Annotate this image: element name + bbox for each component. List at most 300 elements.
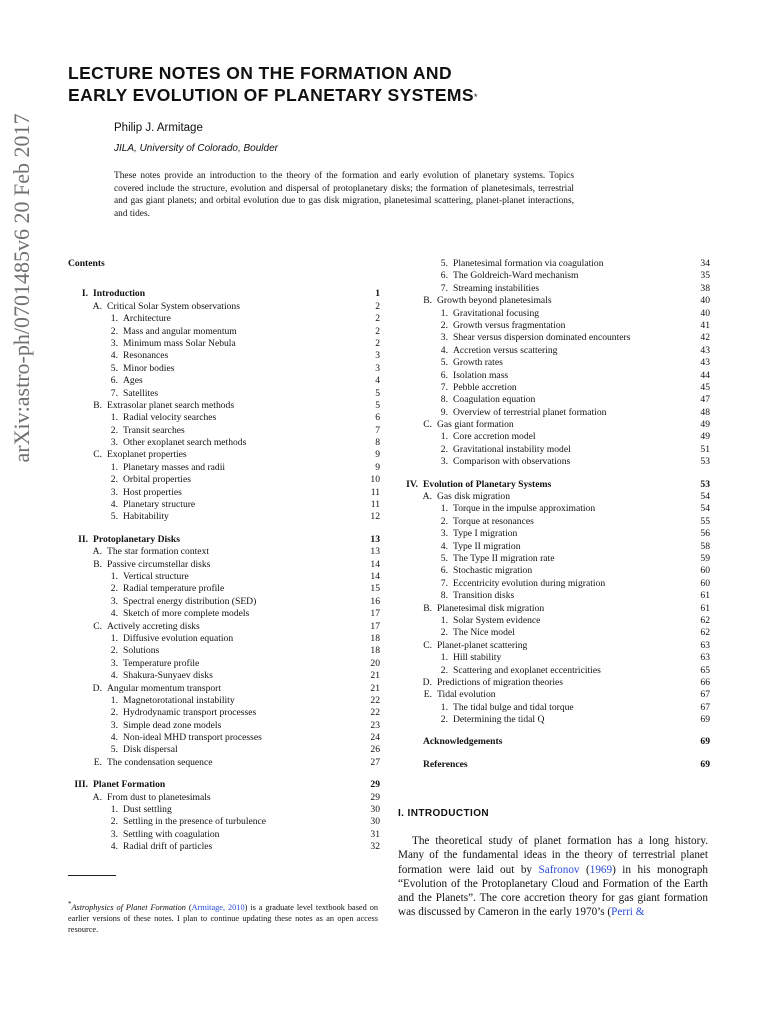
toc-right-column	[398, 258, 710, 771]
toc-entry-number: 6.	[110, 375, 118, 387]
toc-entry[interactable]	[398, 283, 710, 295]
toc-entry-label: Growth versus fragmentation	[453, 319, 566, 331]
toc-entry-label: Habitability	[123, 511, 169, 523]
toc-entry-page: 13	[370, 533, 380, 545]
toc-entry-page: 16	[370, 595, 380, 607]
toc-entry[interactable]	[68, 487, 380, 499]
toc-entry-title	[398, 759, 692, 771]
toc-entry-page: 44	[700, 369, 710, 381]
toc-entry-page: 60	[700, 565, 710, 577]
toc-entry-page: 17	[370, 620, 380, 632]
toc-entry-number: 8.	[440, 394, 448, 406]
toc-entry[interactable]	[68, 425, 380, 437]
toc-entry-title	[68, 400, 362, 412]
toc-entry[interactable]	[68, 499, 380, 511]
toc-entry-page: 10	[370, 474, 380, 486]
toc-entry-label: Angular momentum transport	[107, 682, 222, 694]
toc-entry-title	[398, 320, 692, 332]
toc-entry-title	[398, 640, 692, 652]
toc-entry-number: 5.	[440, 357, 448, 369]
toc-entry[interactable]	[68, 326, 380, 338]
toc-entry-label: Protoplanetary Disks	[93, 533, 180, 545]
toc-entry-title	[398, 565, 692, 577]
toc-entry-page: 54	[700, 491, 710, 503]
toc-entry[interactable]	[398, 553, 710, 565]
toc-entry-title	[68, 559, 362, 571]
toc-entry[interactable]	[68, 449, 380, 461]
toc-entry-title	[398, 553, 692, 565]
toc-entry[interactable]	[398, 370, 710, 382]
toc-entry-title	[398, 627, 692, 639]
abstract: These notes provide an introduction to the theory of the formation and early evolution of planetary systems. Topics covered include the structure, evolution and dispersal of protoplanetary disks; the formation of planetesimals, terrestrial and gas giant planets; and orbital evolution due to gas disk migration, planetesimal scattering, planet-planet interactions, and tides.	[114, 171, 574, 219]
toc-entry[interactable]	[68, 388, 380, 400]
toc-entry-label: Radial temperature profile	[123, 583, 225, 595]
toc-entry-title	[398, 419, 692, 431]
toc-entry-label: Hill stability	[453, 652, 502, 664]
toc-entry[interactable]	[68, 350, 380, 362]
toc-entry[interactable]	[68, 695, 380, 707]
toc-entry[interactable]	[398, 615, 710, 627]
toc-entry-title	[68, 792, 362, 804]
toc-entry[interactable]	[398, 394, 710, 406]
toc-entry-number: 2.	[440, 443, 448, 455]
toc-entry-page: 48	[700, 406, 710, 418]
toc-entry-label: Determining the tidal Q	[453, 714, 545, 726]
toc-entry-label: Hydrodynamic transport processes	[123, 707, 257, 719]
toc-entry-label: Disk dispersal	[123, 744, 178, 756]
toc-entry[interactable]	[68, 670, 380, 682]
toc-entry-number: 7.	[440, 577, 448, 589]
toc-entry[interactable]	[398, 503, 710, 515]
toc-entry[interactable]	[68, 658, 380, 670]
toc-entry-label: The tidal bulge and tidal torque	[453, 701, 574, 713]
toc-entry-label: Overview of terrestrial planet formation	[453, 406, 607, 418]
toc-entry[interactable]	[398, 689, 710, 701]
toc-entry-label: The condensation sequence	[107, 756, 213, 768]
toc-entry-title	[398, 528, 692, 540]
toc-entry-page: 34	[700, 258, 710, 269]
toc-entry-page: 9	[375, 449, 380, 461]
toc-entry-title	[398, 456, 692, 468]
toc-entry-title	[68, 534, 362, 546]
toc-entry-label: Isolation mass	[453, 369, 509, 381]
toc-entry-title	[398, 491, 692, 503]
toc-entry[interactable]	[398, 541, 710, 553]
toc-entry-number: IV.	[406, 478, 418, 490]
toc-entry-number: 4.	[110, 499, 118, 511]
toc-entry[interactable]	[68, 841, 380, 853]
toc-entry[interactable]	[398, 516, 710, 528]
toc-entry-title	[398, 394, 692, 406]
toc-entry-page: 26	[370, 744, 380, 756]
toc-entry-title	[398, 689, 692, 701]
toc-entry-page: 40	[700, 295, 710, 307]
toc-entry-label: Spectral energy distribution (SED)	[123, 595, 257, 607]
toc-entry-label: Tidal evolution	[437, 689, 496, 701]
toc-entry-title	[68, 499, 362, 511]
toc-entry[interactable]	[68, 375, 380, 387]
toc-entry-page: 7	[375, 424, 380, 436]
toc-entry-title	[68, 288, 362, 300]
footnote	[68, 899, 378, 935]
toc-entry-title	[68, 511, 362, 523]
toc-entry-label: Temperature profile	[123, 657, 200, 669]
toc-entry[interactable]	[398, 736, 710, 748]
toc-entry-title	[398, 652, 692, 664]
toc-entry-page: 35	[700, 270, 710, 282]
toc-entry[interactable]	[398, 759, 710, 771]
toc-entry-page: 43	[700, 357, 710, 369]
toc-entry[interactable]	[68, 363, 380, 375]
toc-entry-page: 15	[370, 583, 380, 595]
toc-entry-number: B.	[423, 295, 432, 307]
toc-entry-page: 20	[370, 657, 380, 669]
toc-entry-label: Gravitational focusing	[453, 307, 540, 319]
toc-entry-number: 7.	[440, 381, 448, 393]
toc-entry[interactable]	[68, 534, 380, 546]
toc-entry[interactable]	[68, 301, 380, 313]
toc-entry-page: 56	[700, 528, 710, 540]
toc-entry-title	[68, 670, 362, 682]
toc-entry[interactable]	[68, 288, 380, 300]
toc-spacer	[68, 524, 380, 534]
toc-entry-label: Solar System evidence	[453, 614, 541, 626]
toc-entry-page: 6	[375, 412, 380, 424]
toc-entry[interactable]	[68, 583, 380, 595]
toc-entry-number: 3.	[440, 456, 448, 468]
toc-entry-label: Introduction	[93, 288, 146, 300]
toc-entry[interactable]	[398, 431, 710, 443]
toc-entry-number: 1.	[440, 431, 448, 443]
toc-entry-page: 62	[700, 614, 710, 626]
toc-entry[interactable]	[68, 462, 380, 474]
toc-entry[interactable]	[398, 295, 710, 307]
toc-entry[interactable]	[68, 816, 380, 828]
toc-entry-label: Solutions	[123, 645, 160, 657]
toc-entry[interactable]	[398, 258, 710, 270]
toc-entry-number: 1.	[440, 701, 448, 713]
toc-entry[interactable]	[398, 491, 710, 503]
toc-entry-label: Planetesimal disk migration	[437, 602, 545, 614]
toc-entry-label: Settling in the presence of turbulence	[123, 816, 267, 828]
toc-entry-number: D.	[422, 676, 432, 688]
toc-entry-label: Other exoplanet search methods	[123, 437, 247, 449]
toc-entry-number: 2.	[110, 474, 118, 486]
toc-entry-number: 8.	[440, 590, 448, 602]
toc-entry[interactable]	[398, 479, 710, 491]
toc-entry-page: 40	[700, 307, 710, 319]
toc-entry[interactable]	[68, 779, 380, 791]
toc-entry-number: 7.	[440, 282, 448, 294]
toc-entry-title	[68, 301, 362, 313]
toc-entry-page: 22	[370, 707, 380, 719]
toc-entry-page: 51	[700, 443, 710, 455]
toc-entry-page: 67	[700, 701, 710, 713]
toc-entry-number: 2.	[440, 319, 448, 331]
toc-entry-number: 3.	[110, 337, 118, 349]
toc-entry-label: Gas giant formation	[437, 419, 514, 431]
toc-entry-page: 47	[700, 394, 710, 406]
toc-entry-page: 18	[370, 632, 380, 644]
toc-entry-number: 5.	[440, 552, 448, 564]
toc-entry-page: 21	[370, 682, 380, 694]
toc-entry[interactable]	[398, 345, 710, 357]
toc-entry[interactable]	[68, 546, 380, 558]
toc-entry-title	[68, 732, 362, 744]
footnote-book-title: Astrophysics of Planet Formation	[71, 902, 186, 912]
toc-entry[interactable]	[398, 444, 710, 456]
toc-left-entries	[68, 288, 380, 853]
toc-entry-title	[398, 382, 692, 394]
toc-entry-title	[68, 449, 362, 461]
toc-entry-number: 1.	[440, 503, 448, 515]
toc-entry-page: 4	[375, 375, 380, 387]
toc-entry-title	[398, 283, 692, 295]
toc-entry-page: 8	[375, 437, 380, 449]
toc-entry-label: Gas disk migration	[437, 491, 511, 503]
toc-entry-label: Satellites	[123, 387, 159, 399]
toc-entry-label: Critical Solar System observations	[107, 300, 240, 312]
toc-entry[interactable]	[398, 456, 710, 468]
toc-entry-label: Non-ideal MHD transport processes	[123, 732, 262, 744]
toc-right-entries	[398, 258, 710, 771]
toc-entry[interactable]	[68, 400, 380, 412]
toc-entry-title	[68, 326, 362, 338]
toc-entry-page: 2	[375, 313, 380, 325]
toc-entry-page: 22	[370, 694, 380, 706]
toc-entry-label: Radial velocity searches	[123, 412, 217, 424]
toc-entry-number: 3.	[110, 719, 118, 731]
toc-entry-page: 21	[370, 670, 380, 682]
footnote-citation-link[interactable]: Armitage, 2010	[191, 902, 245, 912]
toc-entry[interactable]	[68, 732, 380, 744]
toc-entry-number: 3.	[440, 332, 448, 344]
toc-entry[interactable]	[398, 665, 710, 677]
toc-entry[interactable]	[68, 596, 380, 608]
toc-entry[interactable]	[398, 332, 710, 344]
toc-entry-label: Actively accreting disks	[107, 620, 200, 632]
toc-entry-label: Predictions of migration theories	[437, 676, 564, 688]
toc-entry-number: 6.	[440, 369, 448, 381]
toc-entry[interactable]	[398, 590, 710, 602]
toc-entry[interactable]	[68, 313, 380, 325]
toc-entry-label: From dust to planetesimals	[107, 791, 211, 803]
toc-entry-label: Resonances	[123, 350, 169, 362]
toc-entry-title	[398, 615, 692, 627]
toc-entry-title	[68, 462, 362, 474]
toc-entry-number: E.	[423, 689, 432, 701]
toc-entry[interactable]	[68, 683, 380, 695]
introduction-paragraph	[398, 834, 708, 920]
toc-spacer	[398, 726, 710, 736]
toc-entry-number: 4.	[110, 608, 118, 620]
toc-entry-title	[398, 479, 692, 491]
toc-entry-page: 69	[700, 758, 710, 770]
toc-entry[interactable]	[68, 829, 380, 841]
citation-link-safronov[interactable]: Safronov	[538, 863, 580, 876]
toc-entry-label: Sketch of more complete models	[123, 608, 250, 620]
toc-entry-number: 3.	[110, 595, 118, 607]
toc-entry-title	[398, 665, 692, 677]
toc-entry-title	[398, 677, 692, 689]
toc-entry[interactable]	[68, 511, 380, 523]
toc-entry-page: 69	[700, 736, 710, 748]
toc-entry-number: 1.	[110, 461, 118, 473]
toc-entry[interactable]	[398, 652, 710, 664]
toc-entry[interactable]	[398, 578, 710, 590]
toc-entry-page: 65	[700, 664, 710, 676]
toc-entry-page: 61	[700, 590, 710, 602]
toc-entry-title	[68, 829, 362, 841]
toc-entry-title	[68, 437, 362, 449]
toc-entry-number: D.	[92, 682, 102, 694]
toc-entry-number: 1.	[110, 313, 118, 325]
toc-entry-number: 2.	[110, 645, 118, 657]
author-name: Philip J. Armitage	[114, 122, 203, 134]
toc-entry-page: 62	[700, 627, 710, 639]
toc-entry-number: 3.	[110, 657, 118, 669]
footnote-mark: *	[68, 901, 72, 908]
toc-entry-page: 1	[375, 288, 380, 300]
toc-entry[interactable]	[68, 804, 380, 816]
toc-entry-title	[68, 571, 362, 583]
toc-entry[interactable]	[68, 608, 380, 620]
toc-entry-page: 23	[370, 719, 380, 731]
toc-entry-page: 27	[370, 756, 380, 768]
toc-entry-label: Planetary masses and radii	[123, 461, 226, 473]
toc-entry-number: 4.	[440, 540, 448, 552]
toc-entry[interactable]	[398, 320, 710, 332]
toc-entry-page: 38	[700, 282, 710, 294]
toc-entry[interactable]	[398, 627, 710, 639]
toc-entry-page: 11	[370, 499, 380, 511]
toc-entry-number: 3.	[440, 528, 448, 540]
toc-entry-title	[398, 270, 692, 282]
toc-entry-number: 9.	[440, 406, 448, 418]
toc-entry-title	[398, 516, 692, 528]
toc-entry[interactable]	[398, 677, 710, 689]
section-heading-introduction: I. INTRODUCTION	[398, 808, 489, 819]
arxiv-identifier: arXiv:astro-ph/0701485v6 20 Feb 2017	[9, 113, 34, 463]
toc-entry[interactable]	[68, 744, 380, 756]
toc-entry-title	[68, 816, 362, 828]
toc-entry[interactable]	[68, 437, 380, 449]
toc-entry[interactable]	[398, 528, 710, 540]
toc-entry[interactable]	[68, 707, 380, 719]
toc-entry[interactable]	[398, 407, 710, 419]
paper-title	[68, 62, 688, 106]
toc-entry-number: 1.	[110, 571, 118, 582]
toc-entry-title	[398, 332, 692, 344]
toc-entry[interactable]	[398, 603, 710, 615]
toc-entry-number: 4.	[110, 350, 118, 362]
toc-entry-title	[68, 487, 362, 499]
toc-entry-page: 3	[375, 350, 380, 362]
toc-spacer	[398, 749, 710, 759]
toc-entry-page: 67	[700, 689, 710, 701]
title-line-2: EARLY EVOLUTION OF PLANETARY SYSTEMS	[68, 85, 474, 105]
toc-entry-label: Growth beyond planetesimals	[437, 295, 552, 307]
toc-entry[interactable]	[68, 757, 380, 769]
toc-entry[interactable]	[68, 645, 380, 657]
toc-entry-number: A.	[92, 546, 102, 558]
toc-entry-title	[398, 357, 692, 369]
toc-entry-page: 53	[700, 478, 710, 490]
toc-entry[interactable]	[68, 559, 380, 571]
toc-entry-number: C.	[423, 639, 432, 651]
citation-link-perri[interactable]: Perri &	[611, 906, 645, 919]
toc-entry-label: Vertical structure	[123, 571, 189, 582]
toc-entry-label: The Nice model	[453, 627, 515, 639]
toc-spacer	[68, 769, 380, 779]
toc-entry[interactable]	[398, 270, 710, 282]
toc-entry-number: A.	[92, 791, 102, 803]
toc-entry[interactable]	[398, 714, 710, 726]
toc-entry-title	[68, 744, 362, 756]
toc-entry-label: Radial drift of particles	[123, 841, 213, 853]
toc-entry-number: 1.	[110, 412, 118, 424]
toc-entry-title	[68, 546, 362, 558]
toc-entry[interactable]	[68, 571, 380, 583]
toc-entry[interactable]	[68, 633, 380, 645]
toc-entry-label: Simple dead zone models	[123, 719, 222, 731]
toc-entry-title	[68, 425, 362, 437]
toc-entry[interactable]	[68, 412, 380, 424]
toc-entry-number: C.	[423, 419, 432, 431]
toc-entry-page: 29	[370, 779, 380, 791]
toc-entry[interactable]	[68, 338, 380, 350]
toc-entry-number: II.	[78, 533, 88, 545]
toc-entry[interactable]	[398, 419, 710, 431]
citation-link-1969[interactable]: 1969	[589, 863, 613, 876]
toc-entry[interactable]	[68, 621, 380, 633]
toc-entry-page: 61	[700, 602, 710, 614]
toc-entry-page: 2	[375, 325, 380, 337]
toc-entry-number: B.	[423, 602, 432, 614]
toc-entry-label: Core accretion model	[453, 431, 536, 443]
toc-entry[interactable]	[68, 474, 380, 486]
toc-entry[interactable]	[68, 792, 380, 804]
toc-entry-page: 30	[370, 816, 380, 828]
toc-entry-label: The Goldreich-Ward mechanism	[453, 270, 579, 282]
toc-entry[interactable]	[398, 565, 710, 577]
toc-entry-number: A.	[422, 491, 432, 503]
toc-entry-number: 4.	[110, 732, 118, 744]
toc-entry-number: 2.	[440, 664, 448, 676]
toc-entry-label: Settling with coagulation	[123, 828, 220, 840]
toc-entry-label: Orbital properties	[123, 474, 191, 486]
toc-entry-page: 54	[700, 503, 710, 515]
toc-entry-title	[398, 370, 692, 382]
footnote-divider	[68, 875, 116, 876]
toc-entry-title	[68, 645, 362, 657]
toc-entry-label: Planetesimal formation via coagulation	[453, 258, 604, 269]
toc-entry-title	[398, 503, 692, 515]
toc-entry[interactable]	[398, 382, 710, 394]
toc-entry-page: 18	[370, 645, 380, 657]
toc-entry[interactable]	[68, 720, 380, 732]
toc-entry-label: Minor bodies	[123, 362, 175, 374]
toc-entry[interactable]	[398, 640, 710, 652]
toc-entry[interactable]	[398, 308, 710, 320]
toc-entry-number: C.	[93, 449, 102, 461]
toc-entry-number: A.	[92, 300, 102, 312]
toc-entry-number: B.	[93, 558, 102, 570]
toc-spacer	[398, 469, 710, 479]
toc-entry-page: 42	[700, 332, 710, 344]
toc-entry[interactable]	[398, 702, 710, 714]
toc-entry[interactable]	[398, 357, 710, 369]
